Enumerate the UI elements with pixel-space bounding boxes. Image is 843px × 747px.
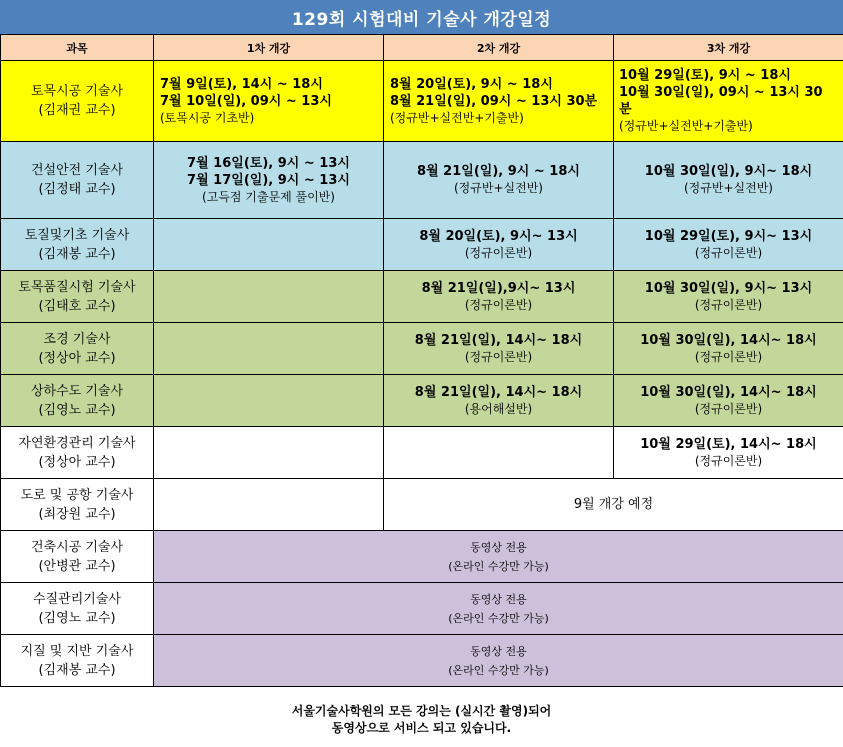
table-row bbox=[1, 427, 843, 479]
subject-cell bbox=[1, 61, 154, 142]
session-note: (정규이론반) bbox=[694, 245, 763, 260]
professor-name: (김정태 교수) bbox=[38, 182, 116, 197]
first-session-cell bbox=[154, 479, 384, 531]
session-note: (정규이론반) bbox=[694, 401, 763, 416]
session-date: 8월 21일(일), 9시 ~ 18시 bbox=[417, 164, 580, 179]
footer-line: 동영상으로 서비스 되고 있습니다. bbox=[331, 721, 512, 735]
merged-session-cell bbox=[154, 531, 843, 583]
subject-name: 상하수도 기술사 bbox=[30, 383, 124, 399]
session-note: (정규이론반) bbox=[464, 349, 533, 364]
session-note: (온라인 수강만 가능) bbox=[448, 611, 549, 625]
footer-note bbox=[0, 703, 843, 737]
third-session-cell bbox=[614, 427, 843, 479]
session-note: 동영상 전용 bbox=[470, 644, 527, 658]
subject-cell bbox=[1, 323, 154, 375]
first-session-cell bbox=[154, 323, 384, 375]
session-date: 10월 30일(일), 14시~ 18시 bbox=[640, 384, 817, 400]
table-row bbox=[1, 531, 843, 583]
professor-name: (김재권 교수) bbox=[38, 103, 116, 118]
first-session-cell bbox=[154, 61, 384, 142]
second-session-cell bbox=[384, 323, 614, 375]
table-row bbox=[1, 219, 843, 271]
first-session-cell bbox=[154, 427, 384, 479]
third-session-cell bbox=[614, 142, 843, 219]
session-date: 10월 29일(토), 9시 ~ 18시 bbox=[619, 68, 791, 83]
session-note: 9월 개강 예정 bbox=[573, 497, 654, 512]
professor-name: (김태호 교수) bbox=[38, 298, 116, 314]
first-session-cell bbox=[154, 219, 384, 271]
subject-cell bbox=[1, 427, 154, 479]
second-session-cell bbox=[384, 142, 614, 219]
session-date: 8월 21일(일), 09시 ~ 13시 30분 bbox=[390, 93, 598, 109]
third-session-cell bbox=[614, 375, 843, 427]
subject-name: 도로 및 공항 기술사 bbox=[20, 487, 134, 503]
subject-cell bbox=[1, 375, 154, 427]
session-note: (정규반+실전반+기출반) bbox=[390, 110, 524, 125]
subject-name: 건설안전 기술사 bbox=[30, 163, 124, 178]
session-date: 8월 21일(일),9시~ 13시 bbox=[421, 280, 576, 296]
session-note: (정규이론반) bbox=[694, 297, 763, 312]
table-row bbox=[1, 271, 843, 323]
session-note: (정규반+실전반+기출반) bbox=[619, 119, 753, 133]
professor-name: (안병관 교수) bbox=[38, 558, 116, 574]
first-session-cell bbox=[154, 375, 384, 427]
session-note: (온라인 수강만 가능) bbox=[448, 663, 549, 677]
professor-name: (김재봉 교수) bbox=[38, 246, 116, 262]
second-session-cell bbox=[384, 427, 614, 479]
session-date: 분 bbox=[619, 102, 632, 117]
subject-cell bbox=[1, 635, 154, 687]
third-session-cell bbox=[614, 323, 843, 375]
professor-name: (최장원 교수) bbox=[38, 506, 116, 522]
session-date: 10월 29일(토), 9시~ 13시 bbox=[644, 228, 813, 244]
session-date: 10월 30일(일), 9시~ 13시 bbox=[644, 280, 813, 296]
table-row bbox=[1, 375, 843, 427]
session-note: 동영상 전용 bbox=[470, 540, 527, 554]
page-title: 129회 시험대비 기술사 개강일정 bbox=[0, 0, 843, 34]
session-note: (정규이론반) bbox=[464, 297, 533, 312]
header-second: 2차 개강 bbox=[384, 35, 614, 61]
professor-name: (김재봉 교수) bbox=[38, 662, 116, 678]
header-third: 3차 개강 bbox=[614, 35, 843, 61]
professor-name: (김영노 교수) bbox=[38, 402, 116, 418]
session-date: 8월 21일(일), 14시~ 18시 bbox=[414, 332, 583, 348]
subject-name: 지질 및 지반 기술사 bbox=[20, 643, 134, 659]
table-row bbox=[1, 142, 843, 219]
session-note: (정규반+실전반) bbox=[684, 181, 773, 195]
session-note: (고득점 기출문제 풀이반) bbox=[202, 189, 335, 204]
first-session-cell bbox=[154, 142, 384, 219]
merged-session-cell bbox=[384, 479, 843, 531]
session-date: 10월 30일(일), 9시~ 18시 bbox=[644, 164, 813, 179]
subject-cell bbox=[1, 219, 154, 271]
session-note: (정규반+실전반) bbox=[454, 181, 543, 195]
table-row bbox=[1, 323, 843, 375]
subject-cell bbox=[1, 479, 154, 531]
professor-name: (정상아 교수) bbox=[38, 454, 116, 470]
header-row bbox=[1, 35, 843, 61]
subject-name: 토목시공 기술사 bbox=[30, 84, 124, 99]
subject-cell bbox=[1, 531, 154, 583]
session-date: 10월 30일(일), 09시 ~ 13시 30 bbox=[619, 85, 823, 100]
third-session-cell bbox=[614, 61, 843, 142]
table-row bbox=[1, 479, 843, 531]
subject-cell bbox=[1, 583, 154, 635]
session-note: (정규이론반) bbox=[694, 349, 763, 364]
third-session-cell bbox=[614, 219, 843, 271]
header-subject: 과목 bbox=[1, 35, 154, 61]
session-note: (용어해설반) bbox=[464, 401, 533, 416]
schedule-table bbox=[0, 34, 843, 687]
subject-name: 토질및기초 기술사 bbox=[24, 227, 130, 243]
session-note: 동영상 전용 bbox=[470, 592, 527, 606]
subject-name: 토목품질시험 기술사 bbox=[18, 279, 136, 295]
session-note: (정규이론반) bbox=[464, 245, 533, 260]
subject-cell bbox=[1, 142, 154, 219]
footer-line: 서울기술사학원의 모든 강의는 (실시간 촬영)되어 bbox=[291, 704, 552, 718]
merged-session-cell bbox=[154, 635, 843, 687]
header-first: 1차 개강 bbox=[154, 35, 384, 61]
professor-name: (김영노 교수) bbox=[38, 610, 116, 626]
subject-name: 건축시공 기술사 bbox=[30, 539, 124, 555]
table-row bbox=[1, 583, 843, 635]
session-note: (정규이론반) bbox=[694, 453, 763, 468]
session-date: 7월 10일(일), 09시 ~ 13시 bbox=[160, 93, 332, 109]
subject-name: 수질관리기술사 bbox=[33, 591, 121, 607]
second-session-cell bbox=[384, 375, 614, 427]
third-session-cell bbox=[614, 271, 843, 323]
session-date: 7월 16일(토), 9시 ~ 13시 bbox=[187, 155, 350, 171]
session-date: 8월 20일(토), 9시 ~ 18시 bbox=[390, 76, 553, 92]
session-date: 8월 20일(토), 9시~ 13시 bbox=[419, 228, 578, 244]
session-date: 7월 17일(일), 9시 ~ 13시 bbox=[187, 172, 350, 188]
table-row bbox=[1, 635, 843, 687]
session-note: (온라인 수강만 가능) bbox=[448, 559, 549, 573]
session-date: 10월 29일(토), 14시~ 18시 bbox=[640, 436, 817, 452]
session-date: 10월 30일(일), 14시~ 18시 bbox=[640, 332, 817, 348]
subject-cell bbox=[1, 271, 154, 323]
merged-session-cell bbox=[154, 583, 843, 635]
session-date: 7월 9일(토), 14시 ~ 18시 bbox=[160, 76, 323, 92]
second-session-cell bbox=[384, 61, 614, 142]
professor-name: (정상아 교수) bbox=[38, 350, 116, 366]
session-date: 8월 21일(일), 14시~ 18시 bbox=[414, 384, 583, 400]
session-note: (토목시공 기초반) bbox=[160, 110, 255, 125]
first-session-cell bbox=[154, 271, 384, 323]
subject-name: 자연환경관리 기술사 bbox=[18, 435, 136, 451]
table-row bbox=[1, 61, 843, 142]
second-session-cell bbox=[384, 271, 614, 323]
second-session-cell bbox=[384, 219, 614, 271]
subject-name: 조경 기술사 bbox=[43, 331, 111, 347]
